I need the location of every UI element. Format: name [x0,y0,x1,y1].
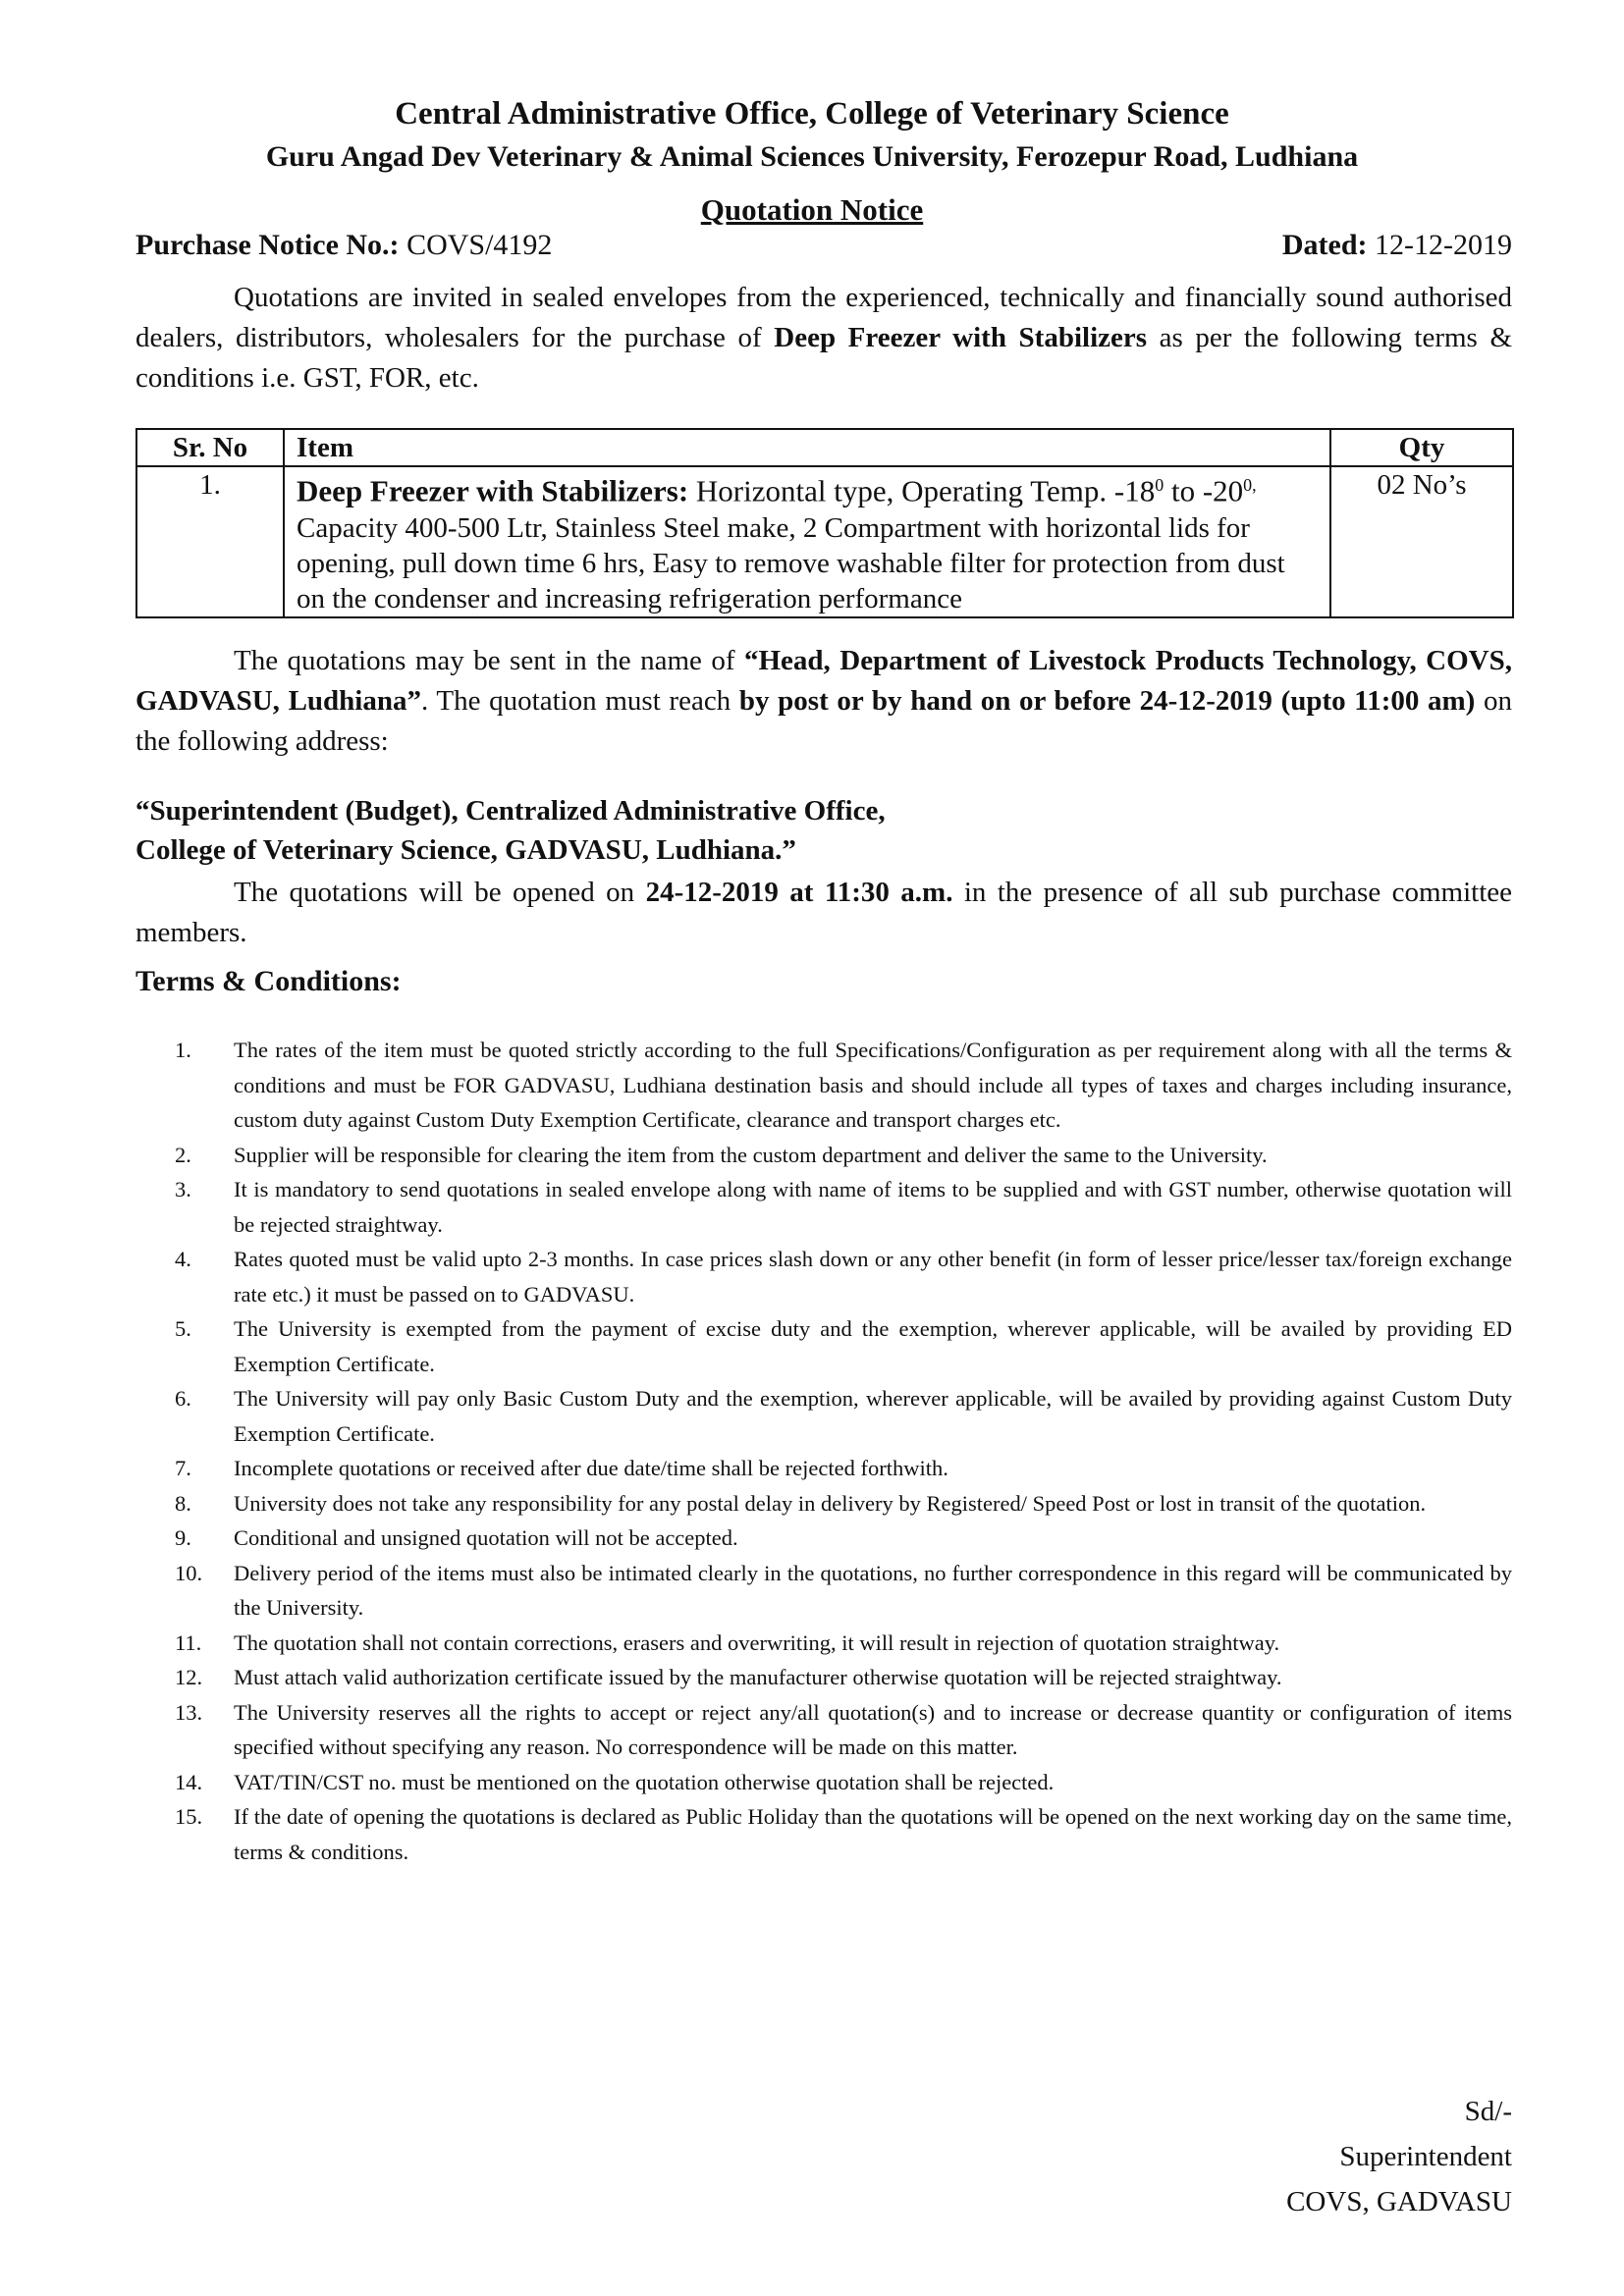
term-number: 9. [175,1525,191,1550]
notice-number-label: Purchase Notice No.: [135,229,400,261]
term-number: 1. [175,1038,191,1062]
header-item: Item [284,429,1330,466]
degree-superscript-2: 0, [1243,475,1257,495]
office-heading: Central Administrative Office, College of Veterinary Science [395,96,1229,132]
submission-text-3: on the following address: [135,685,1513,757]
term-text: It is mandatory to send quotations in sealed envelope along with name of items to be supplied and with GST number, otherwise quotation will be rejected straightway. [234,1177,1512,1237]
term-text: VAT/TIN/CST no. must be mentioned on the quotation otherwise quotation shall be rejected. [234,1769,1055,1794]
term-text: Incomplete quotations or received after due date/time shall be rejected forthwith. [234,1456,948,1480]
item-name: Deep Freezer with Stabilizers: [297,473,689,508]
terms-list [135,1033,1512,1869]
list-item [135,1242,1512,1311]
submission-deadline: by post or by hand on or before 24-12-2019 (upto 11:00 am) [738,685,1476,717]
intro-paragraph [135,278,1512,399]
item-spec-part3: Capacity 400-500 Ltr, Stainless Steel make, 2 Compartment with horizontal lids for opening, pull down time 6 hrs, Easy to remove washable filter for protection from dust on the condenser and increasing refrigeration performance [297,511,1285,614]
term-number: 8. [175,1490,191,1516]
term-text: If the date of opening the quotations is declared as Public Holiday than the quotations will be opened on the next working day on the same time, terms & conditions. [234,1804,1512,1864]
list-item [135,1660,1512,1695]
table-row [136,466,1513,617]
degree-superscript-1: 0 [1155,475,1164,495]
opening-text-2: in the presence of all sub purchase committee members. [135,877,1512,948]
submission-text-2: . The quotation must reach [421,685,739,717]
notice-number-value: COVS/4192 [399,229,553,261]
term-number: 4. [175,1247,191,1271]
list-item [135,1486,1512,1522]
list-item [135,1695,1512,1765]
address-line-2: College of Veterinary Science, GADVASU, Ludhiana.” [135,834,796,866]
list-item [135,1556,1512,1626]
term-number: 5. [175,1316,191,1341]
term-text: Conditional and unsigned quotation will not be accepted. [234,1525,738,1550]
notice-date-label: Dated: [1281,229,1368,261]
list-item [135,1138,1512,1173]
list-item [135,1311,1512,1381]
intro-item-name: Deep Freezer with Stabilizers [774,322,1148,353]
header-qty: Qty [1330,429,1513,466]
submission-text-1: The quotations may be sent in the name of [234,645,744,676]
notice-date [1282,229,1512,262]
term-text: The rates of the item must be quoted strictly according to the full Specifications/Configuration as per requirement along with all the terms & conditions and must be FOR GADVASU, Ludhiana destination basis and should include all types of taxes and charges including insurance, custom duty against Custom Duty Exemption Certificate, clearance and transport charges etc. [234,1038,1512,1132]
list-item [135,1381,1512,1451]
term-number: 7. [175,1456,191,1480]
term-number: 12. [175,1665,203,1689]
term-text: The quotation shall not contain corrections, erasers and overwriting, it will result in rejection of quotation straightway. [234,1629,1280,1655]
list-item [135,1172,1512,1242]
term-number: 3. [175,1177,191,1201]
address-line-1: “Superintendent (Budget), Centralized Administrative Office, [135,795,886,827]
list-item [135,1626,1512,1661]
term-text: Rates quoted must be valid upto 2-3 months. In case prices slash down or any other benefit (in form of lesser price/lesser tax/foreign exchange rate etc.) it must be passed on to GADVASU. [234,1247,1512,1307]
list-item [135,1799,1512,1869]
submission-paragraph [135,641,1512,762]
item-spec-part1: Horizontal type, Operating Temp. -18 [688,473,1156,508]
signature-org: COVS, GADVASU [1286,2186,1512,2217]
term-number: 14. [175,1769,203,1794]
intro-text-after: as per the following terms & conditions i.e. GST, FOR, etc. [135,322,1512,394]
header-sr-no: Sr. No [136,429,284,466]
opening-datetime: 24-12-2019 at 11:30 a.m. [645,877,953,908]
term-text: The University will pay only Basic Custom Duty and the exemption, wherever applicable, will be availed by providing against Custom Duty Exemption Certificate. [234,1386,1512,1446]
list-item [135,1033,1512,1138]
university-heading: Guru Angad Dev Veterinary & Animal Sciences University, Ferozepur Road, Ludhiana [265,140,1359,173]
term-number: 13. [175,1699,203,1725]
opening-paragraph [135,873,1512,953]
list-item [135,1451,1512,1486]
term-number: 11. [175,1629,202,1655]
term-number: 2. [175,1142,191,1167]
list-item [135,1521,1512,1556]
cell-qty: 02 No’s [1330,466,1513,617]
table-header-row [136,429,1513,466]
notice-date-value: 12-12-2019 [1367,229,1512,261]
term-text: Supplier will be responsible for clearing the item from the custom department and deliver the same to the University. [234,1142,1268,1167]
term-text: The University is exempted from the payment of excise duty and the exemption, wherever applicable, will be availed by providing ED Exemption Certificate. [234,1316,1512,1376]
intro-text-before: Quotations are invited in sealed envelopes from the experienced, technically and financially sound authorised dealers, distributors, wholesalers for the purchase of [135,282,1512,353]
signature-title: Superintendent [1339,2141,1512,2172]
term-text: University does not take any responsibility for any postal delay in delivery by Registered/ Speed Post or lost in transit of the quotation. [234,1490,1427,1516]
notice-number [135,229,552,262]
opening-text-1: The quotations will be opened on [234,877,646,908]
cell-sr-no: 1. [136,466,284,617]
submission-addressee: “Head, Department of Livestock Products Technology, COVS, GADVASU, Ludhiana” [135,645,1512,717]
items-table [135,428,1514,618]
term-number: 10. [175,1560,203,1585]
term-text: Delivery period of the items must also be intimated clearly in the quotations, no further correspondence in this regard will be communicated by the University. [234,1560,1512,1620]
cell-item [284,466,1330,617]
notice-title: Quotation Notice [700,192,924,227]
term-text: The University reserves all the rights to accept or reject any/all quotation(s) and to increase or decrease quantity or configuration of items specified without specifying any reason. No correspondence will be made on this matter. [234,1699,1512,1759]
signature-sd: Sd/- [1464,2096,1512,2127]
terms-heading: Terms & Conditions: [135,965,402,997]
term-text: Must attach valid authorization certificate issued by the manufacturer otherwise quotation will be rejected straightway. [234,1665,1282,1689]
signature-block [1286,2089,1512,2224]
list-item [135,1765,1512,1800]
term-number: 6. [175,1386,191,1411]
item-spec-part2: to -20 [1164,473,1244,508]
term-number: 15. [175,1804,203,1829]
